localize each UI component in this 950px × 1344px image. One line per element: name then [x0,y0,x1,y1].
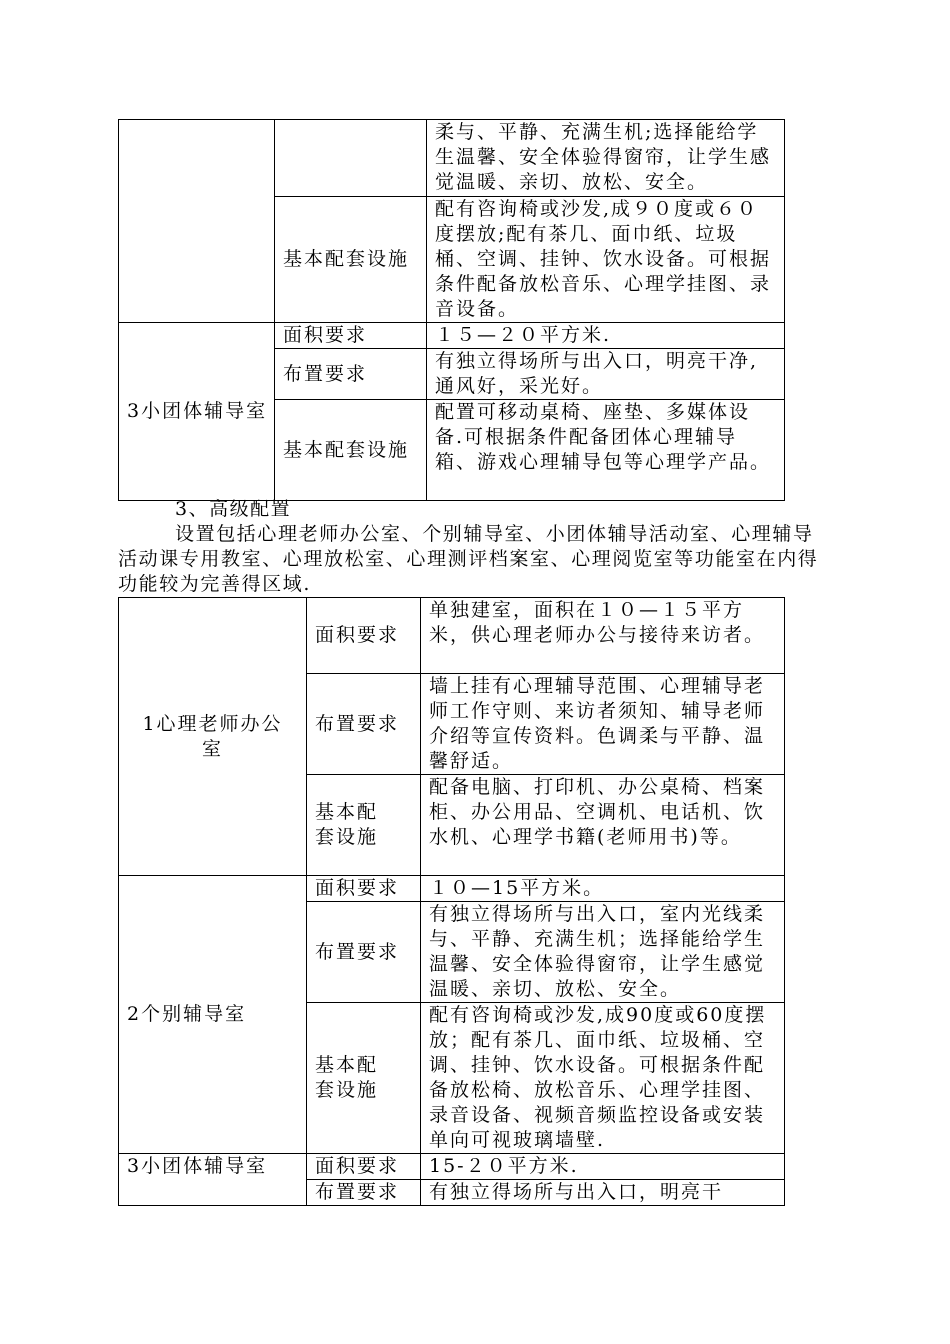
label-cell [275,120,427,197]
value-cell: 配备电脑、打印机、办公桌椅、档案柜、办公用品、空调机、电话机、饮水机、心理学书籍(老师用书)等。 [421,775,785,876]
value-cell: 有独立得场所与出入口，明亮干净,通风好，采光好。 [427,349,785,400]
table-row [119,323,785,349]
label-cell: 基本配套设施 [307,1003,421,1154]
label-cell: 面积要求 [275,323,427,349]
value-cell: 有独立得场所与出入口，明亮干 [421,1180,785,1206]
label-cell: 布置要求 [307,1180,421,1206]
value-cell: 15-２０平方米. [421,1154,785,1180]
value-cell: 配有咨询椅或沙发,成９０度或６０度摆放;配有茶几、面巾纸、垃圾桶、空调、挂钟、饮水设备。可根据条件配备放松音乐、心理学挂图、录音设备。 [427,197,785,323]
value-cell: 墙上挂有心理辅导范围、心理辅导老师工作守则、来访者须知、辅导老师介绍等宣传资料。色调柔与平静、温馨舒适。 [421,674,785,775]
label-cell: 面积要求 [307,1154,421,1180]
room-cell: 3小团体辅导室 [119,1154,307,1206]
value-cell: １５—２０平方米. [427,323,785,349]
table-row [119,1154,785,1180]
label-cell: 基本配套设施 [307,775,421,876]
value-cell: 单独建室，面积在１０—１５平方米，供心理老师办公与接待来访者。 [421,598,785,674]
label-cell: 基本配套设施 [275,197,427,323]
value-cell: 配有咨询椅或沙发,成90度或60度摆放；配有茶几、面巾纸、垃圾桶、空调、挂钟、饮水设备。可根据条件配备放松椅、放松音乐、心理学挂图、录音设备、视频音频监控设备或安装单向可视玻璃墙壁. [421,1003,785,1154]
table-row [119,876,785,902]
config-table-intermediate [118,119,785,501]
room-cell: 1心理老师办公室 [119,598,307,876]
value-cell: １０—15平方米。 [421,876,785,902]
config-table-advanced [118,597,785,1206]
label-cell: 面积要求 [307,876,421,902]
label-cell: 布置要求 [307,902,421,1003]
label-cell: 布置要求 [307,674,421,775]
value-cell: 有独立得场所与出入口，室内光线柔与、平静、充满生机；选择能给学生温馨、安全体验得窗帘，让学生感觉温暖、亲切、放松、安全。 [421,902,785,1003]
table-row [119,598,785,674]
section-paragraph: 设置包括心理老师办公室、个别辅导室、小团体辅导活动室、心理辅导活动课专用教室、心理放松室、心理测评档案室、心理阅览室等功能室在内得功能较为完善得区域. [118,523,819,595]
label-cell: 基本配套设施 [275,400,427,501]
section-heading: 3、高级配置 [175,498,292,520]
value-cell: 配置可移动桌椅、座垫、多媒体设备.可根据条件配备团体心理辅导箱、游戏心理辅导包等心理学产品。 [427,400,785,501]
room-cell: 3小团体辅导室 [119,323,275,501]
table-row [119,120,785,197]
value-cell: 柔与、平静、充满生机;选择能给学生温馨、安全体验得窗帘，让学生感觉温暖、亲切、放松、安全。 [427,120,785,197]
label-cell: 布置要求 [275,349,427,400]
room-cell: 2个别辅导室 [119,876,307,1154]
label-cell: 面积要求 [307,598,421,674]
room-cell [119,120,275,323]
